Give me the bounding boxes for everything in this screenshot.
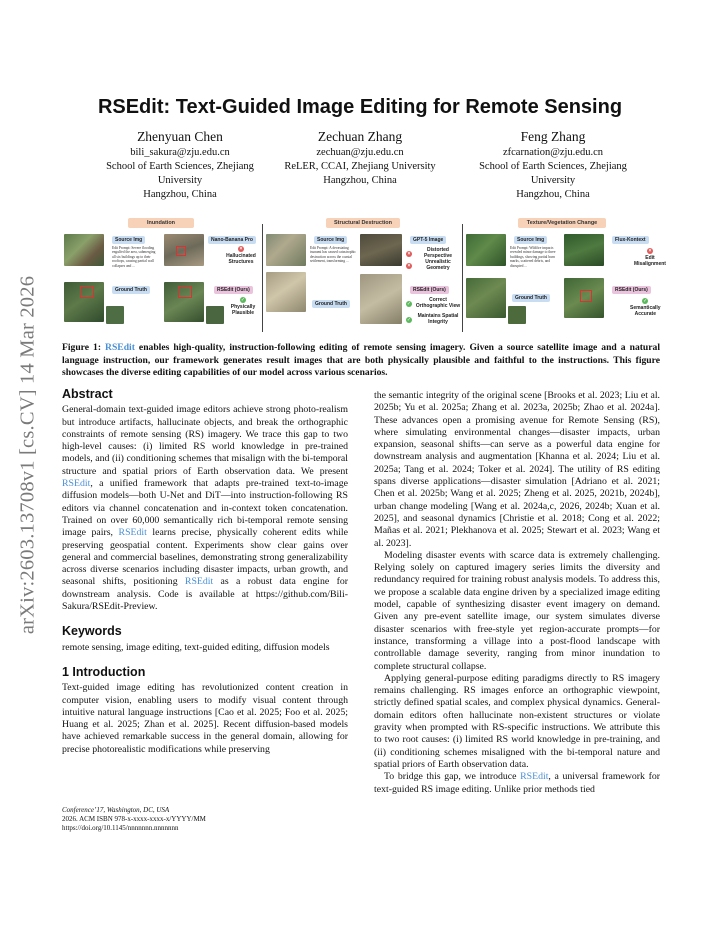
- highlight-box: [80, 286, 94, 298]
- author-name: Zechuan Zhang: [317, 129, 403, 144]
- model-tag: Nano-Banana Pro: [208, 236, 256, 244]
- author-block-2: [262, 128, 458, 188]
- author-affiliation: School of Earth Sciences, Zhejiang: [479, 161, 627, 172]
- left-column: [62, 388, 348, 756]
- paper-title: RSEdit: Text-Guided Image Editing for Remote Sensing: [97, 96, 623, 118]
- baseline-image: [564, 234, 604, 266]
- author-email: zfcarnation@zju.edu.cn: [502, 147, 604, 158]
- gt-zoom: [508, 306, 526, 324]
- method-name: RSEdit: [62, 478, 91, 490]
- figure-caption: [62, 342, 660, 380]
- author-block-1: [75, 128, 285, 202]
- author-name: Feng Zhang: [520, 129, 586, 144]
- model-tag: Flux-Kontext: [612, 236, 649, 244]
- acm-footer: [62, 806, 348, 833]
- body-paragraph: the semantic integrity of the original scene [Brooks et al. 2023; Liu et al. 2025b; Yu et al. 2025a; Zhang et al. 2023a, 2025b; Zhao et al. 2024a]. These advances open a promising avenue for Remote Sensing (RS), where simulating environmental changes—disaster impacts, urban expansion, seasonal shifts—can serve as a powerful data engine for downstream analysis and augmentation [Khanna et al. 2024; Liu et al. 2025a; Tang et al. 2024; Toker et al. 2024]. The utility of RS editing spans diverse applications—disaster simulation [Adriano et al. 2021; Chen et al. 2025b; Wang et al. 2025; Zheng et al. 2025, 2021b, 2024b], urban change modeling [Wang et al. 2024a,c, 2026, 2024b; Xuan et al. 2025], and seasonal dynamics [Christie et al. 2018; Cong et al. 2022; Mañas et al. 2021; Plekhanova et al. 2025; Stewart et al. 2023; Wang et al. 2023].: [374, 390, 660, 549]
- ours-tag: RSEdit (Ours): [410, 286, 449, 294]
- keywords-heading: Keywords: [62, 624, 122, 639]
- conference-line: Conference’17, Washington, DC, USA: [62, 806, 170, 814]
- figure-panel-destruction: [264, 214, 462, 334]
- success-label: Physically Plausible: [230, 304, 256, 316]
- method-name: RSEdit: [520, 771, 549, 783]
- highlight-box: [580, 290, 592, 302]
- method-name: RSEdit: [184, 576, 214, 588]
- ours-image: [360, 274, 402, 324]
- failure-mark: [634, 248, 666, 267]
- panel-title: Inundation: [128, 218, 194, 228]
- body-part: To bridge this gap, we introduce: [384, 771, 521, 783]
- ours-zoom: [206, 306, 224, 324]
- failure-mark: [406, 248, 462, 259]
- body-paragraph: Applying general-purpose editing paradigms directly to RS imagery remains challenging. RS images enforce an orthographic viewpoint, strictly defined spatial scales, and complex physical dynamics. General-domain editors often hallucinate non-existent structures or violate gravity when prompted with RS-specific instructions. We attribute this to two root causes: (i) limited RS world knowledge in pre-training, and (ii) conditioning schemes misaligned with the bi-temporal nature and spatial priors of Earth observation data.: [374, 672, 660, 770]
- gt-tag: Ground Truth: [312, 300, 350, 308]
- ours-tag: RSEdit (Ours): [612, 286, 651, 294]
- failure-label: Edit Misalignment: [634, 255, 666, 267]
- baseline-image: [360, 234, 402, 266]
- cross-icon: ×: [648, 248, 652, 254]
- success-mark: [406, 314, 462, 325]
- success-label: Maintains Spatial Integrity: [417, 313, 459, 325]
- abstract-part: as a robust data engine for downstream analysis. Code is available at https://github.com/Bili-Sakura/RSEdit-Preview.: [62, 576, 348, 613]
- arxiv-stamp: [8, 250, 48, 660]
- gt-image: [466, 278, 506, 318]
- panel-divider: [262, 224, 263, 332]
- source-image: [64, 234, 104, 266]
- failure-mark: [222, 246, 260, 265]
- caption-name: RSEdit: [105, 342, 135, 353]
- teaser-figure: [62, 214, 666, 334]
- gt-image: [266, 272, 306, 312]
- panel-title: Texture/Vegetation Change: [518, 218, 606, 228]
- source-tag: Source Img: [514, 236, 547, 244]
- cross-icon: ×: [407, 250, 411, 257]
- panel-divider: [462, 224, 463, 332]
- figure-panel-vegetation: [464, 214, 666, 334]
- author-location: Hangzhou, China: [323, 175, 397, 186]
- figure-panel-inundation: [62, 214, 260, 334]
- abstract-part: learns precise, physically coherent edits while preserving geospatial content. Experiments show clear gains over general and commercial baselines, demonstrating strong generalizability across diverse scenarios including disaster impacts, urban growth, and seasonal shifts, positioning: [62, 527, 348, 588]
- abstract-part: , a unified framework that adapts pre-trained text-to-image diffusion models—both U-Net and DiT—into instruction-following RS editors via channel concatenation and in-context token concatenation. Trained on over 60,000 semantically rich bi-temporal remote sensing image pairs,: [62, 478, 348, 539]
- source-image: [266, 234, 306, 266]
- caption-label: Figure 1:: [62, 342, 106, 353]
- success-mark: [226, 297, 260, 316]
- method-name: RSEdit: [118, 527, 147, 539]
- right-column: [374, 390, 660, 796]
- source-tag: Source Img: [112, 236, 145, 244]
- cross-icon: ×: [407, 262, 411, 269]
- author-affiliation: University: [530, 175, 576, 186]
- panel-title: Structural Destruction: [326, 218, 400, 228]
- highlight-box: [176, 246, 186, 256]
- source-image: [466, 234, 506, 266]
- gt-tag: Ground Truth: [112, 286, 150, 294]
- source-tag: Source Img: [314, 236, 347, 244]
- author-email: bili_sakura@zju.edu.cn: [130, 147, 230, 158]
- author-affiliation: ReLER, CCAI, Zhejiang University: [284, 161, 436, 172]
- author-email: zechuan@zju.edu.cn: [316, 147, 404, 158]
- abstract-text: [62, 404, 348, 613]
- success-label: Semantically Accurate: [630, 305, 661, 317]
- author-name: Zhenyuan Chen: [137, 129, 223, 144]
- intro-heading: 1 Introduction: [62, 664, 146, 679]
- keywords-text: remote sensing, image editing, text-guided editing, diffusion models: [62, 641, 330, 653]
- intro-paragraph: Text-guided image editing has revolutionized content creation in computer vision, enabling users to modify visual content through intuitive natural language instructions [Cao et al. 2025; Foo et al. 2025; Huang et al. 2025; Zhan et al. 2025]. Recent diffusion-based models have achieved remarkable success in the general domain, allowing for precise photorealistic modifications while preserving: [62, 682, 348, 755]
- failure-label: Unrealistic Geometry: [425, 259, 451, 271]
- gt-tag: Ground Truth: [512, 294, 550, 302]
- edit-prompt: Edit Prompt: A devastating tsunami has caused catastrophic destruction across the coastal settlement, transforming ...: [310, 246, 357, 264]
- body-paragraph: [374, 771, 660, 796]
- check-icon: ✓: [240, 297, 246, 303]
- success-label: Correct Orthographic View: [415, 297, 461, 309]
- check-icon: ✓: [406, 316, 412, 323]
- check-icon: ✓: [406, 300, 412, 307]
- isbn-line: 2026. ACM ISBN 978-x-xxxx-xxxx-x/YYYY/MM: [62, 815, 206, 823]
- cross-icon: ×: [239, 246, 243, 252]
- gt-zoom: [106, 306, 124, 324]
- success-mark: [406, 298, 462, 309]
- body-part: , a universal framework for text-guided RS image editing. Unlike prior methods tied: [374, 771, 661, 795]
- author-location: Hangzhou, China: [516, 189, 590, 200]
- failure-label: Hallucinated Structures: [226, 253, 256, 265]
- author-affiliation: University: [157, 175, 203, 186]
- model-tag: GPT-5 Image: [410, 236, 446, 244]
- success-mark: [630, 298, 661, 317]
- failure-label: Distorted Perspective: [423, 247, 453, 259]
- body-paragraph: Modeling disaster events with scarce data is extremely challenging. Relying solely on captured imagery series limits the diversity and redundancy required for training robust analysis models. To address this, we propose a scalable data engine driven by a specialized image editing model, capable of synthesizing disaster event imagery on demand. Given any pre-event satellite image, our system simulates diverse disaster scenarios with free-style yet region-accurate prompts—for instance, transforming a village into a post-flood landscape with controllable damage severity, ranging from minor inundation to complete structural collapse.: [374, 549, 660, 672]
- check-icon: ✓: [643, 298, 648, 304]
- failure-mark: [406, 260, 462, 271]
- caption-text: enables high-quality, instruction-following editing of remote sensing imagery. Given a source satellite image and a natural language instruction, our framework generates result images that are both physically plausible and faithful to the instructions. This figure showcases the diverse editing capabilities of our model across various scenarios.: [62, 342, 660, 378]
- author-block-3: [455, 128, 651, 202]
- author-location: Hangzhou, China: [143, 189, 217, 200]
- author-affiliation: School of Earth Sciences, Zhejiang: [106, 161, 254, 172]
- arxiv-id: arXiv:2603.13708v1 [cs.CV] 14 Mar 2026: [16, 275, 39, 635]
- abstract-heading: Abstract: [62, 387, 113, 401]
- ours-tag: RSEdit (Ours): [214, 286, 253, 294]
- highlight-box: [178, 286, 192, 298]
- edit-prompt: Edit Prompt: Wildfire impacts revealed minor damage to three buildings, showing partial burn marks, scattered debris, and disrupted ...: [510, 246, 556, 268]
- abstract-part: General-domain text-guided image editors achieve strong photo-realism but introduce artifacts, hallucinate objects, and break the orthographic constraints of remote sensing (RS) imagery. We trace this gap to two high-level causes: (i) limited RS world knowledge in pre-trained models, and (ii) conditioning schemes that misalign with the bi-temporal structure and spatial priors of Earth observation data. We present: [62, 404, 348, 477]
- doi-line: https://doi.org/10.1145/nnnnnnn.nnnnnnn: [62, 824, 179, 832]
- edit-prompt: Edit Prompt: Severe flooding engulfed the area, submerging all six buildings up to their rooftops, causing partial wall collapses and ...: [112, 246, 156, 268]
